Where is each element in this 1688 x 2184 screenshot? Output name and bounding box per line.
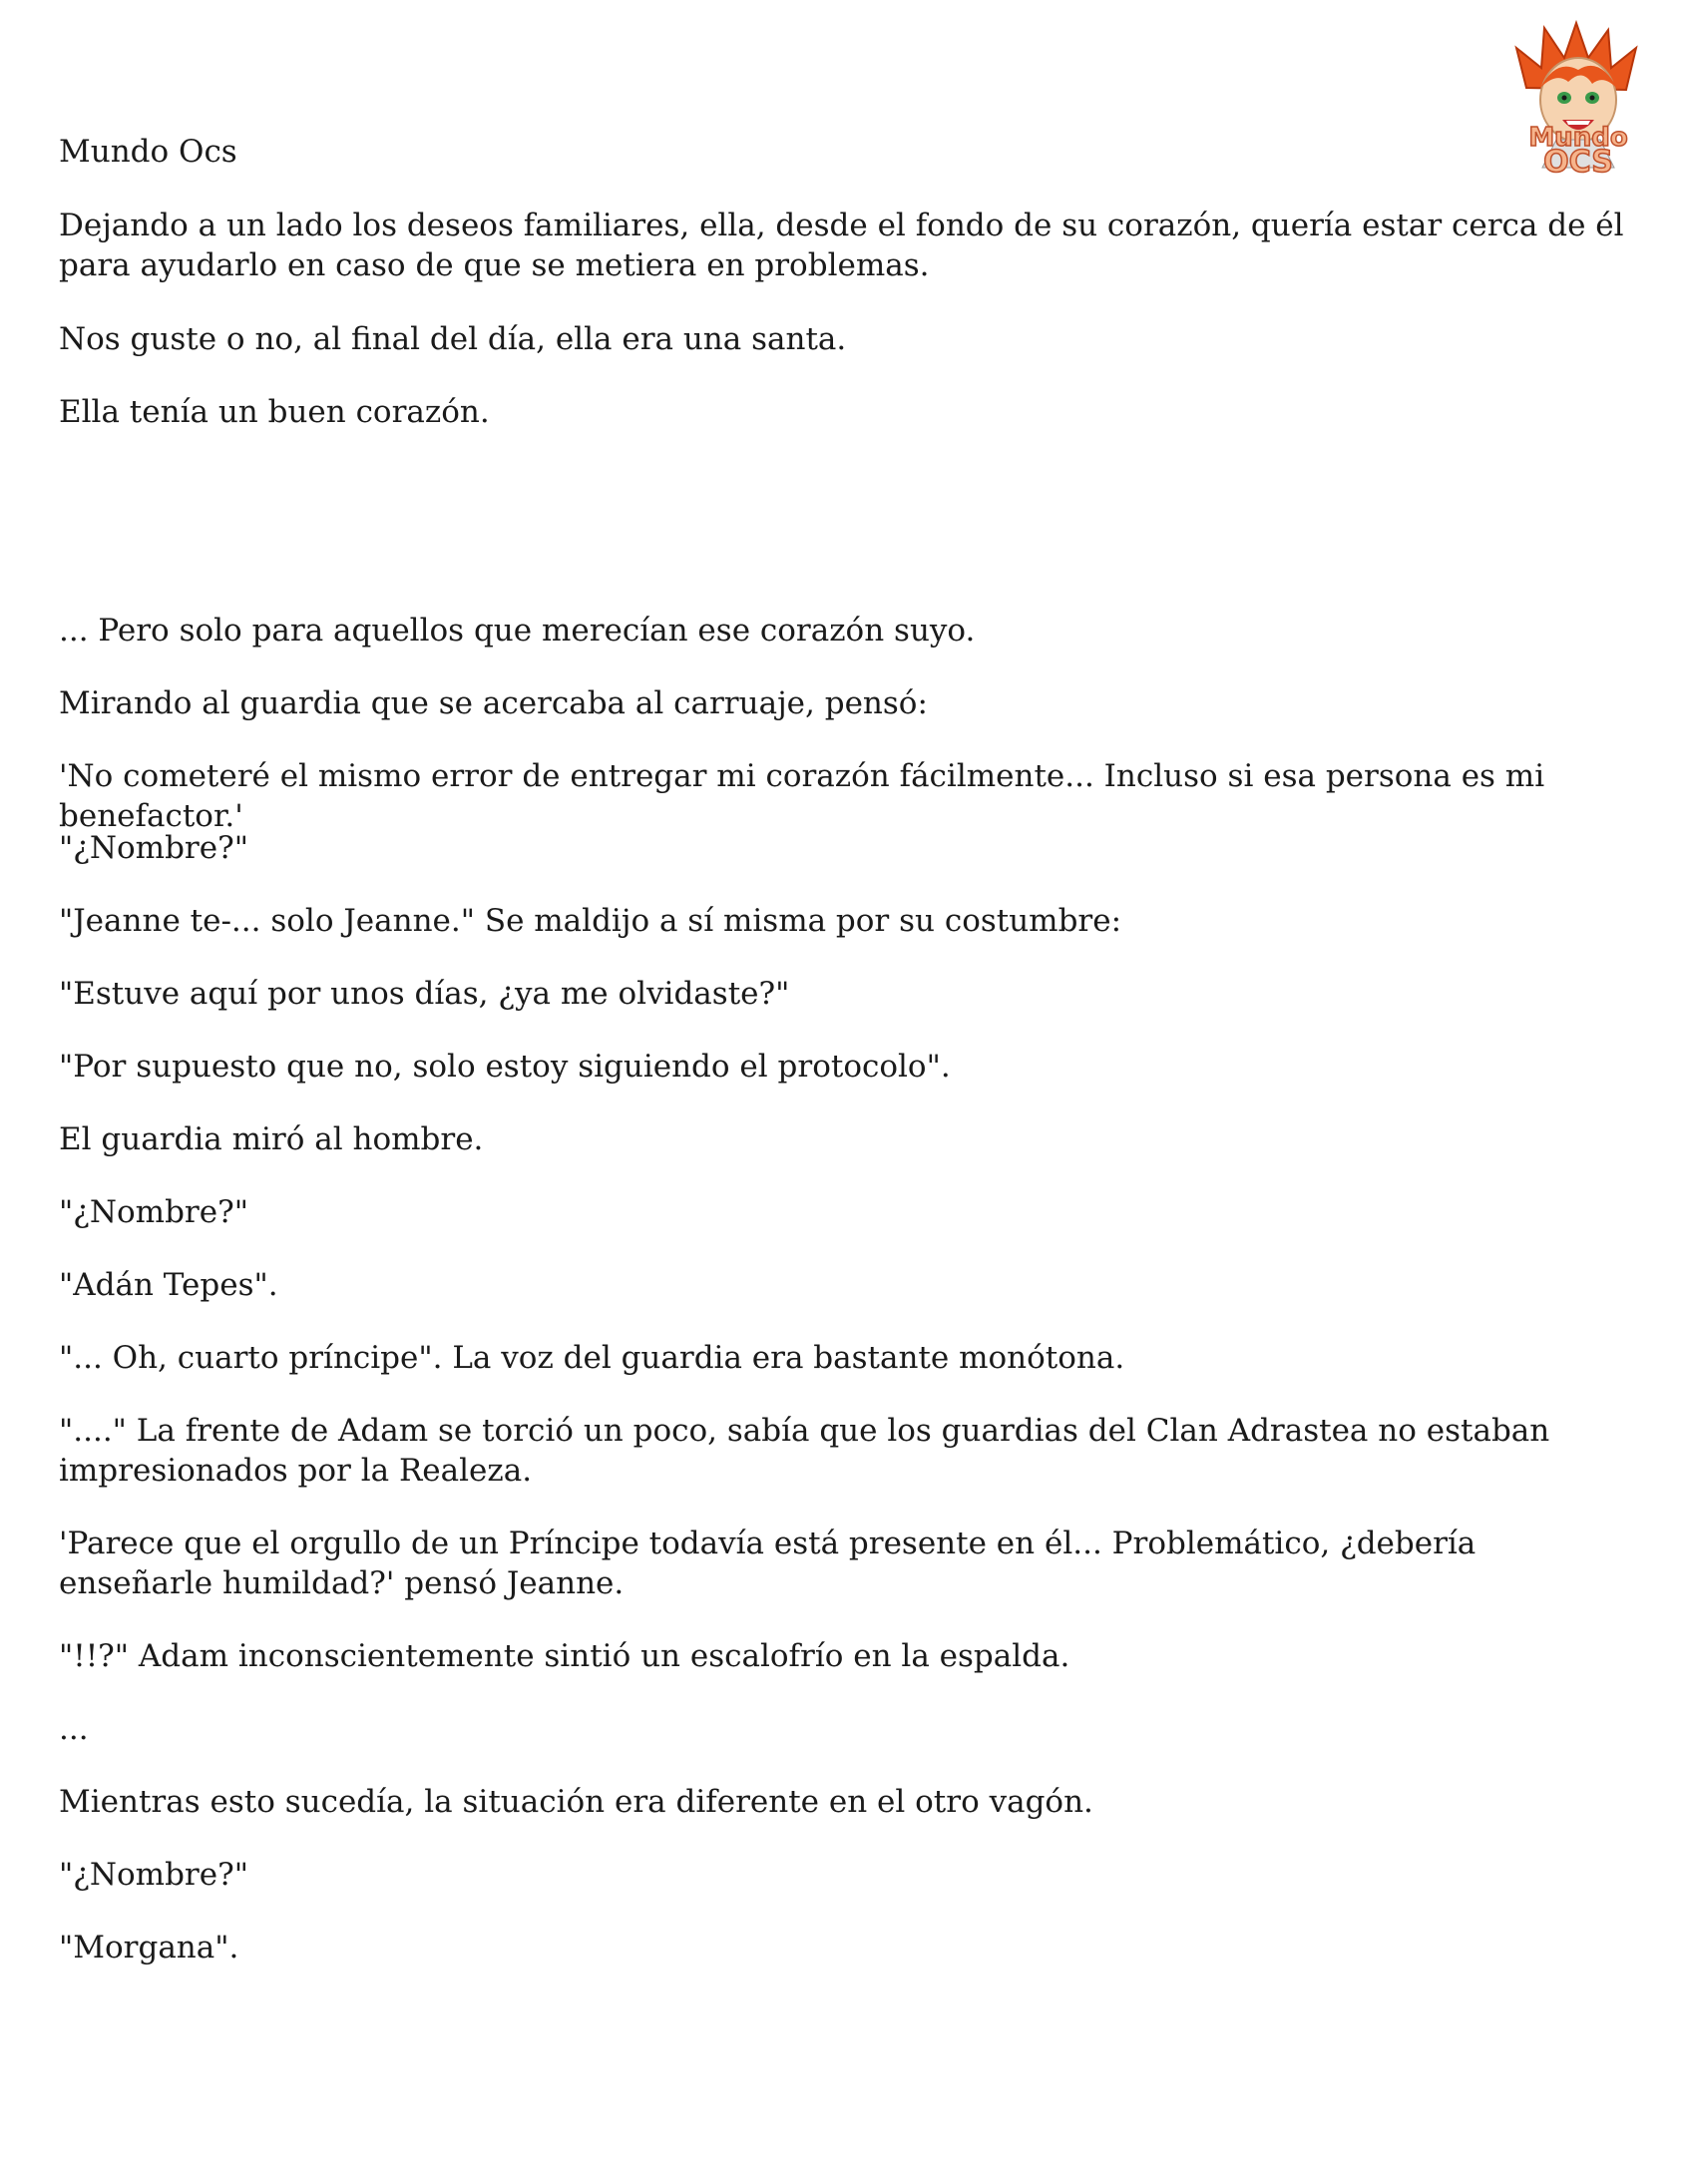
paragraph-1: Dejando a un lado los deseos familiares, ella, desde el fondo de su corazón, quería estar cerca de él para ayudarlo en caso de que se metiera en problemas.: [59, 208, 1624, 283]
paragraph-8: "Jeanne te-... solo Jeanne." Se maldijo a sí misma por su costumbre:: [59, 903, 1122, 939]
paragraph-4: ... Pero solo para aquellos que merecían ese corazón suyo.: [59, 613, 976, 649]
paragraph-12: "¿Nombre?": [59, 1194, 248, 1230]
paragraph-17: "!!?" Adam inconscientemente sintió un escalofrío en la espalda.: [59, 1638, 1070, 1674]
paragraph-2: Nos guste o no, al final del día, ella era una santa.: [59, 321, 847, 357]
paragraph-18: ...: [59, 1711, 89, 1747]
logo-text-top: Mundo: [1528, 123, 1628, 153]
paragraph-3: Ella tenía un buen corazón.: [59, 394, 490, 430]
paragraph-11: El guardia miró al hombre.: [59, 1121, 484, 1157]
paragraph-6: 'No cometeré el mismo error de entregar mi corazón fácilmente... Incluso si esa persona es mi benefactor.': [59, 758, 1545, 834]
paragraph-16: 'Parece que el orgullo de un Príncipe todavía está presente en él... Problemático, ¿debería enseñarle humildad?' pensó Jeanne.: [59, 1526, 1477, 1601]
paragraph-15: "...." La frente de Adam se torció un poco, sabía que los guardias del Clan Adrastea no estaban impresionados por la Realeza.: [59, 1413, 1550, 1489]
site-title: Mundo Ocs: [59, 134, 237, 170]
paragraph-5: Mirando al guardia que se acercaba al carruaje, pensó:: [59, 685, 928, 721]
paragraph-21: "Morgana".: [59, 1930, 239, 1966]
paragraph-7: "¿Nombre?": [59, 830, 248, 866]
paragraph-20: "¿Nombre?": [59, 1857, 248, 1893]
paragraph-9: "Estuve aquí por unos días, ¿ya me olvidaste?": [59, 976, 790, 1012]
logo-text-bottom: OCS: [1543, 145, 1613, 178]
paragraph-19: Mientras esto sucedía, la situación era diferente en el otro vagón.: [59, 1784, 1093, 1820]
paragraph-14: "... Oh, cuarto príncipe". La voz del guardia era bastante monótona.: [59, 1340, 1125, 1376]
paragraph-10: "Por supuesto que no, solo estoy siguiendo el protocolo".: [59, 1049, 951, 1085]
paragraph-13: "Adán Tepes".: [59, 1267, 278, 1303]
